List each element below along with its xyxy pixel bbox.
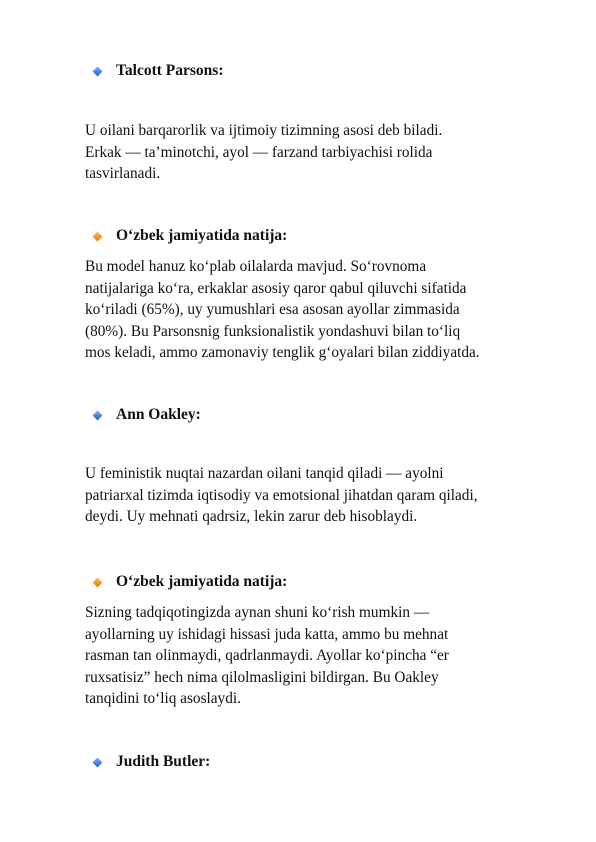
paragraph-line: mos keladi, ammo zamonaviy tenglik g‘oyalari bilan ziddiyatda.: [85, 344, 480, 362]
paragraph-line: deydi. Uy mehnati qadrsiz, lekin zarur deb hisoblaydi.: [85, 508, 418, 526]
section-heading-butler: [93, 752, 210, 772]
paragraph-line: patriarxal tizimda iqtisodiy va emotsional jihatdan qaram qiladi,: [85, 486, 478, 504]
paragraph-line: (80%). Bu Parsonsnig funksionalistik yondashuvi bilan to‘liq: [85, 322, 461, 340]
blue-diamond-bullet-icon: [93, 757, 103, 767]
paragraph-line: rasman tan olinmaydi, qadrlanmaydi. Ayollar ko‘pincha “er: [85, 647, 449, 665]
paragraph-line: ko‘riladi (65%), uy yumushlari esa asosan ayollar zimmasida: [85, 301, 460, 319]
orange-diamond-bullet-icon: [93, 231, 103, 241]
paragraph-oakley: [85, 463, 565, 528]
paragraph-result-2: [85, 602, 565, 710]
section-heading-result-2: [93, 572, 287, 592]
heading-text: Ann Oakley:: [116, 406, 201, 423]
paragraph-line: tasvirlanadi.: [85, 165, 161, 183]
paragraph-line: Sizning tadqiqotingizda aynan shuni ko‘rish mumkin —: [85, 604, 430, 621]
paragraph-line: ruxsatisiz” hech nima qilolmasligini bildirgan. Bu Oakley: [85, 668, 439, 686]
section-heading-oakley: [93, 405, 201, 425]
paragraph-result-1: [85, 256, 565, 364]
blue-diamond-bullet-icon: [93, 66, 103, 76]
paragraph-line: Erkak — ta’minotchi, ayol — farzand tarbiyachisi rolida: [85, 143, 433, 161]
paragraph-line: U oilani barqarorlik va ijtimoiy tizimning asosi deb biladi.: [85, 122, 443, 139]
heading-text: O‘zbek jamiyatida natija:: [116, 573, 288, 590]
blue-diamond-bullet-icon: [93, 410, 103, 420]
heading-text: O‘zbek jamiyatida natija:: [116, 227, 288, 244]
heading-text: Talcott Parsons:: [116, 62, 224, 79]
orange-diamond-bullet-icon: [93, 577, 103, 587]
section-heading-result-1: [93, 226, 287, 246]
paragraph-line: natijalariga ko‘ra, erkaklar asosiy qaror qabul qiluvchi sifatida: [85, 279, 467, 297]
paragraph-line: Bu model hanuz ko‘plab oilalarda mavjud. So‘rovnoma: [85, 258, 427, 275]
paragraph-line: U feministik nuqtai nazardan oilani tanqid qiladi — ayolni: [85, 465, 444, 482]
paragraph-parsons: [85, 120, 565, 185]
heading-text: Judith Butler:: [116, 753, 211, 770]
section-heading-parsons: [93, 61, 224, 81]
paragraph-line: ayollarning uy ishidagi hissasi juda katta, ammo bu mehnat: [85, 625, 449, 643]
paragraph-line: tanqidini to‘liq asoslaydi.: [85, 690, 241, 708]
